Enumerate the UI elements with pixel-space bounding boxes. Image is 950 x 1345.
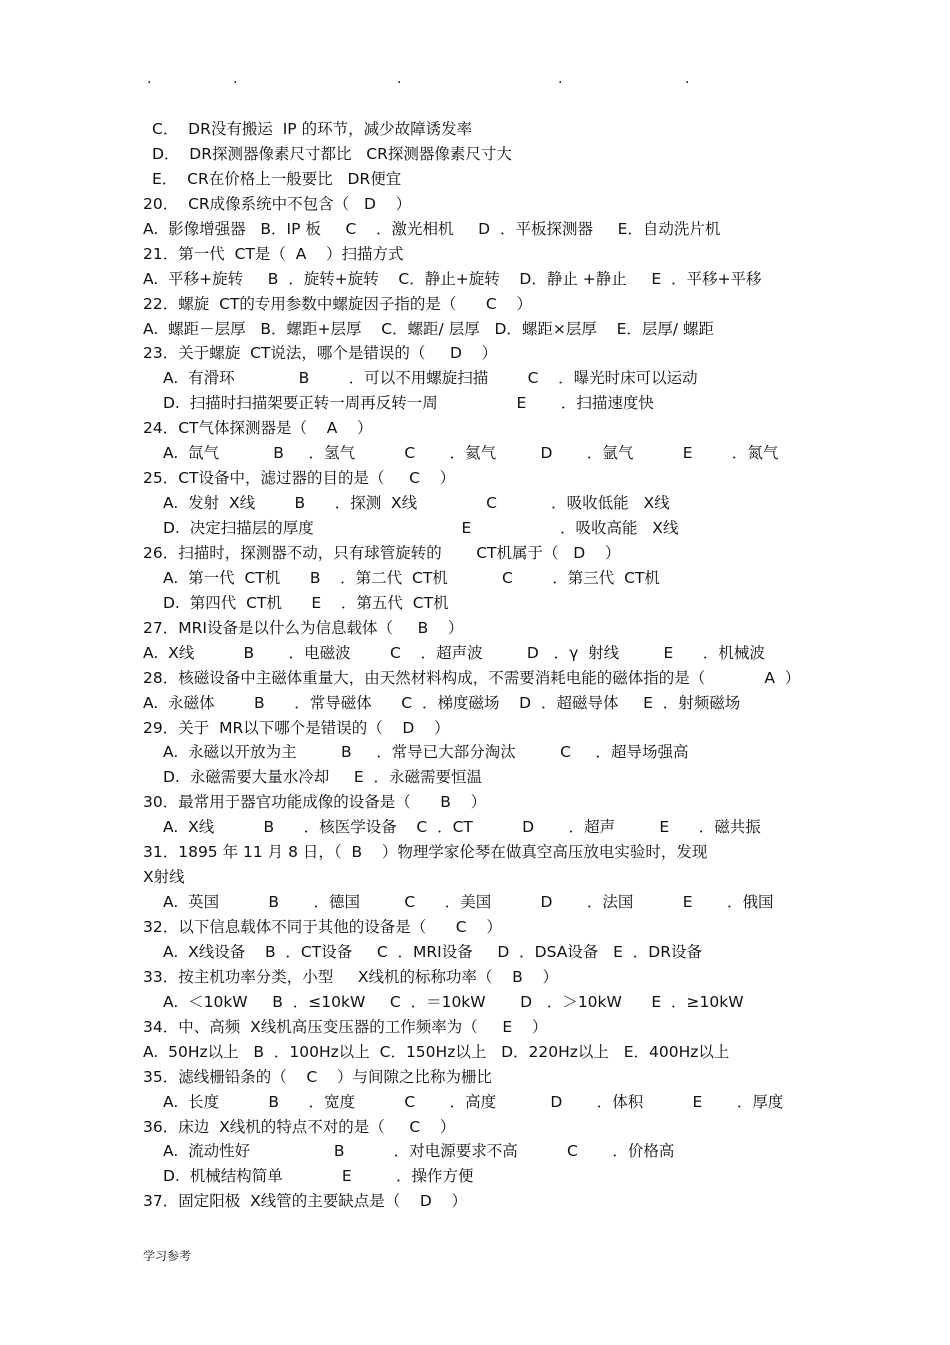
line-text: 20． CR成像系统中不包含（ D ） bbox=[143, 194, 412, 213]
text-line bbox=[0, 716, 950, 741]
line-text: 24．CT气体探测器是（ A ） bbox=[143, 419, 373, 438]
line-text: 26．扫描时，探测器不动，只有球管旋转的 CT机属于（ D ） bbox=[143, 543, 621, 562]
page-footer: 学习参考 bbox=[143, 1249, 192, 1263]
text-line bbox=[0, 566, 950, 591]
line-text: 32．以下信息载体不同于其他的设备是（ C ） bbox=[143, 918, 502, 936]
text-line bbox=[0, 1139, 950, 1164]
text-line bbox=[0, 317, 950, 342]
line-text: D. 永磁需要大量水冷却 E ．永磁需要恒温 bbox=[163, 768, 482, 787]
line-text: A. X线设备 B ．CT设备 C ．MRI设备 D ．DSA设备 E ．DR设备 bbox=[163, 942, 702, 961]
text-line bbox=[0, 1040, 950, 1065]
text-line bbox=[0, 790, 950, 815]
text-line bbox=[0, 192, 950, 217]
line-text: 31．1895 年 11 月 8 日，（ B ）物理学家伦琴在做真空高压放电实验时，发现 bbox=[143, 843, 708, 862]
line-text: D． DR探测器像素尺寸都比 CR探测器像素尺寸大 bbox=[152, 144, 512, 163]
text-line bbox=[0, 416, 950, 441]
line-text: A. 发射 X线 B ．探测 X线 C ．吸收低能 X线 bbox=[163, 494, 670, 513]
text-line bbox=[0, 441, 950, 466]
text-line bbox=[0, 491, 950, 516]
line-text: A. 第一代 CT机 B ．第二代 CT机 C ．第三代 CT机 bbox=[163, 568, 660, 587]
line-text: 30．最常用于器官功能成像的设备是（ B ） bbox=[143, 793, 487, 812]
text-line bbox=[0, 940, 950, 965]
text-line bbox=[0, 1065, 950, 1090]
header-dots bbox=[0, 72, 950, 86]
line-text: A. ＜10kW B ．≤10kW C ．＝10kW D ．＞10kW E ．≥10kW bbox=[163, 992, 744, 1011]
line-text: X射线 bbox=[143, 868, 185, 887]
text-line bbox=[0, 666, 950, 691]
text-line bbox=[0, 267, 950, 292]
text-line bbox=[0, 965, 950, 990]
text-line bbox=[0, 990, 950, 1015]
text-line bbox=[0, 591, 950, 616]
line-text: C． DR没有搬运 IP 的环节，减少故障诱发率 bbox=[152, 120, 473, 138]
line-text: A. 氙气 B ．氢气 C ．氦气 D ．氩气 E ．氮气 bbox=[163, 444, 779, 463]
line-text: A. 长度 B ．宽度 C ．高度 D ．体积 E ．厚度 bbox=[163, 1092, 784, 1111]
line-text: A. 永磁以开放为主 B ．常导已大部分淘汰 C ．超导场强高 bbox=[163, 743, 689, 762]
question-list bbox=[0, 117, 950, 1214]
line-text: 21．第一代 CT是（ A ）扫描方式 bbox=[143, 244, 404, 263]
line-text: A. 英国 B ．德国 C ．美国 D ．法国 E ．俄国 bbox=[163, 893, 774, 912]
text-line bbox=[0, 117, 950, 142]
line-text: A. X线 B ．核医学设备 C ．CT D ．超声 E ．磁共振 bbox=[163, 818, 761, 837]
line-text: 23．关于螺旋 CT说法，哪个是错误的（ D ） bbox=[143, 344, 498, 363]
text-line bbox=[0, 167, 950, 192]
line-text: 36．床边 X线机的特点不对的是（ C ） bbox=[143, 1117, 456, 1136]
text-line bbox=[0, 890, 950, 915]
text-line bbox=[0, 840, 950, 865]
text-line bbox=[0, 242, 950, 267]
line-text: 22．螺旋 CT的专用参数中螺旋因子指的是（ C ） bbox=[143, 294, 532, 313]
text-line bbox=[0, 217, 950, 242]
header-dot: . bbox=[558, 71, 563, 87]
text-line bbox=[0, 765, 950, 790]
line-text: A. 影像增强器 B．IP 板 C ．激光相机 D ．平板探测器 E．自动洗片机 bbox=[143, 219, 721, 238]
header-dot: . bbox=[147, 71, 152, 87]
text-line bbox=[0, 142, 950, 167]
text-line bbox=[0, 541, 950, 566]
line-text: D. 决定扫描层的厚度 E ．吸收高能 X线 bbox=[163, 519, 679, 537]
header-dot: . bbox=[397, 71, 402, 87]
text-line bbox=[0, 341, 950, 366]
line-text: A. 螺距－层厚 B．螺距+层厚 C．螺距/ 层厚 D．螺距×层厚 E．层厚/ 螺距 bbox=[143, 319, 715, 338]
text-line bbox=[0, 915, 950, 940]
line-text: 37．固定阳极 X线管的主要缺点是（ D ） bbox=[143, 1192, 468, 1211]
line-text: 27．MRI设备是以什么为信息载体（ B ） bbox=[143, 618, 464, 637]
text-line bbox=[0, 466, 950, 491]
text-line bbox=[0, 516, 950, 541]
text-line bbox=[0, 391, 950, 416]
header-dot: . bbox=[685, 71, 690, 87]
line-text: D. 扫描时扫描架要正转一周再反转一周 E ．扫描速度快 bbox=[163, 394, 654, 413]
text-line bbox=[0, 1015, 950, 1040]
text-line bbox=[0, 691, 950, 716]
text-line bbox=[0, 1090, 950, 1115]
text-line bbox=[0, 815, 950, 840]
line-text: 28．核磁设备中主磁体重量大，由天然材料构成，不需要消耗电能的磁体指的是（ A ） bbox=[143, 668, 801, 687]
line-text: A. X线 B ．电磁波 C ．超声波 D ．γ 射线 E ．机械波 bbox=[143, 643, 765, 662]
text-line bbox=[0, 865, 950, 890]
line-text: A. 50Hz以上 B ．100Hz以上 C．150Hz以上 D．220Hz以上 E．400Hz以上 bbox=[143, 1042, 730, 1061]
line-text: A. 流动性好 B ．对电源要求不高 C ．价格高 bbox=[163, 1142, 675, 1161]
line-text: A. 永磁体 B ．常导磁体 C ．梯度磁场 D ．超磁导体 E ．射频磁场 bbox=[143, 693, 741, 712]
line-text: 29．关于 MR以下哪个是错误的（ D ） bbox=[143, 718, 450, 737]
line-text: A. 平移+旋转 B ．旋转+旋转 C．静止+旋转 D．静止 +静止 E ．平移+平移 bbox=[143, 269, 762, 288]
line-text: 35．滤线栅铅条的（ C ）与间隙之比称为栅比 bbox=[143, 1067, 492, 1086]
text-line bbox=[0, 1189, 950, 1214]
line-text: 34．中、高频 X线机高压变压器的工作频率为（ E ） bbox=[143, 1017, 548, 1036]
line-text: A. 有滑环 B ．可以不用螺旋扫描 C ．曝光时床可以运动 bbox=[163, 369, 698, 388]
text-line bbox=[0, 366, 950, 391]
line-text: 33．按主机功率分类，小型 X线机的标称功率（ B ） bbox=[143, 967, 559, 986]
text-line bbox=[0, 616, 950, 641]
text-line bbox=[0, 1115, 950, 1140]
header-dot: . bbox=[233, 71, 238, 87]
text-line bbox=[0, 292, 950, 317]
text-line bbox=[0, 641, 950, 666]
text-line bbox=[0, 1164, 950, 1189]
line-text: E． CR在价格上一般要比 DR便宜 bbox=[152, 169, 402, 188]
line-text: 25．CT设备中，滤过器的目的是（ C ） bbox=[143, 469, 456, 488]
line-text: D. 第四代 CT机 E ．第五代 CT机 bbox=[163, 593, 449, 612]
line-text: D. 机械结构简单 E ．操作方便 bbox=[163, 1167, 474, 1186]
text-line bbox=[0, 740, 950, 765]
